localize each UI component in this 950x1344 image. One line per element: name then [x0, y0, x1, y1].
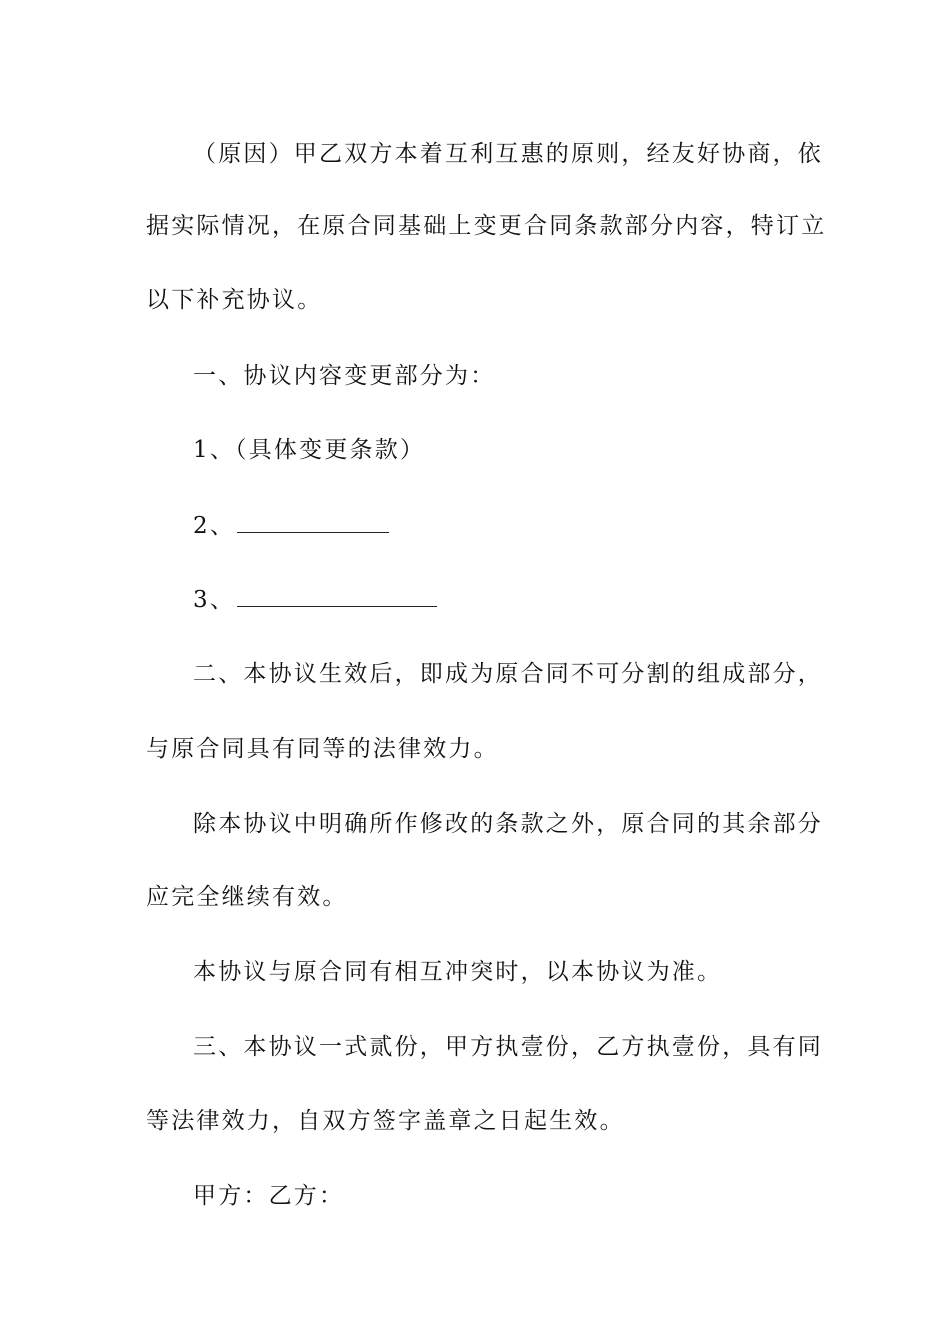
section-two-line-1: 二、本协议生效后，即成为原合同不可分割的组成部分，: [193, 661, 823, 687]
clause-3: [193, 580, 853, 620]
preamble-line-3: 以下补充协议。: [146, 287, 323, 313]
remaining-clause-line-2: 应完全继续有效。: [146, 884, 348, 910]
clause-3-number: 3、: [193, 587, 236, 613]
conflict-clause: 本协议与原合同有相互冲突时，以本协议为准。: [193, 959, 723, 985]
remaining-clause-line-1: 除本协议中明确所作修改的条款之外，原合同的其余部分: [193, 811, 823, 837]
clause-2-blank-line: [237, 524, 389, 533]
section-three-line-1: 三、本协议一式贰份，甲方执壹份，乙方执壹份，具有同: [193, 1034, 823, 1060]
signature-parties: 甲方：乙方：: [193, 1183, 345, 1209]
preamble-line-1: （原因）甲乙双方本着互利互惠的原则，经友好协商，依: [193, 141, 823, 167]
clause-1: 1、（具体变更条款）: [193, 437, 426, 463]
section-two-line-2: 与原合同具有同等的法律效力。: [146, 736, 499, 762]
clause-2-number: 2、: [193, 513, 236, 539]
clause-3-blank-line: [237, 598, 437, 607]
clause-2: [193, 506, 853, 546]
section-three-line-2: 等法律效力，自双方签字盖章之日起生效。: [146, 1108, 625, 1134]
preamble-line-2: 据实际情况，在原合同基础上变更合同条款部分内容，特订立: [146, 213, 827, 239]
section-one-heading: 一、协议内容变更部分为：: [193, 363, 496, 389]
